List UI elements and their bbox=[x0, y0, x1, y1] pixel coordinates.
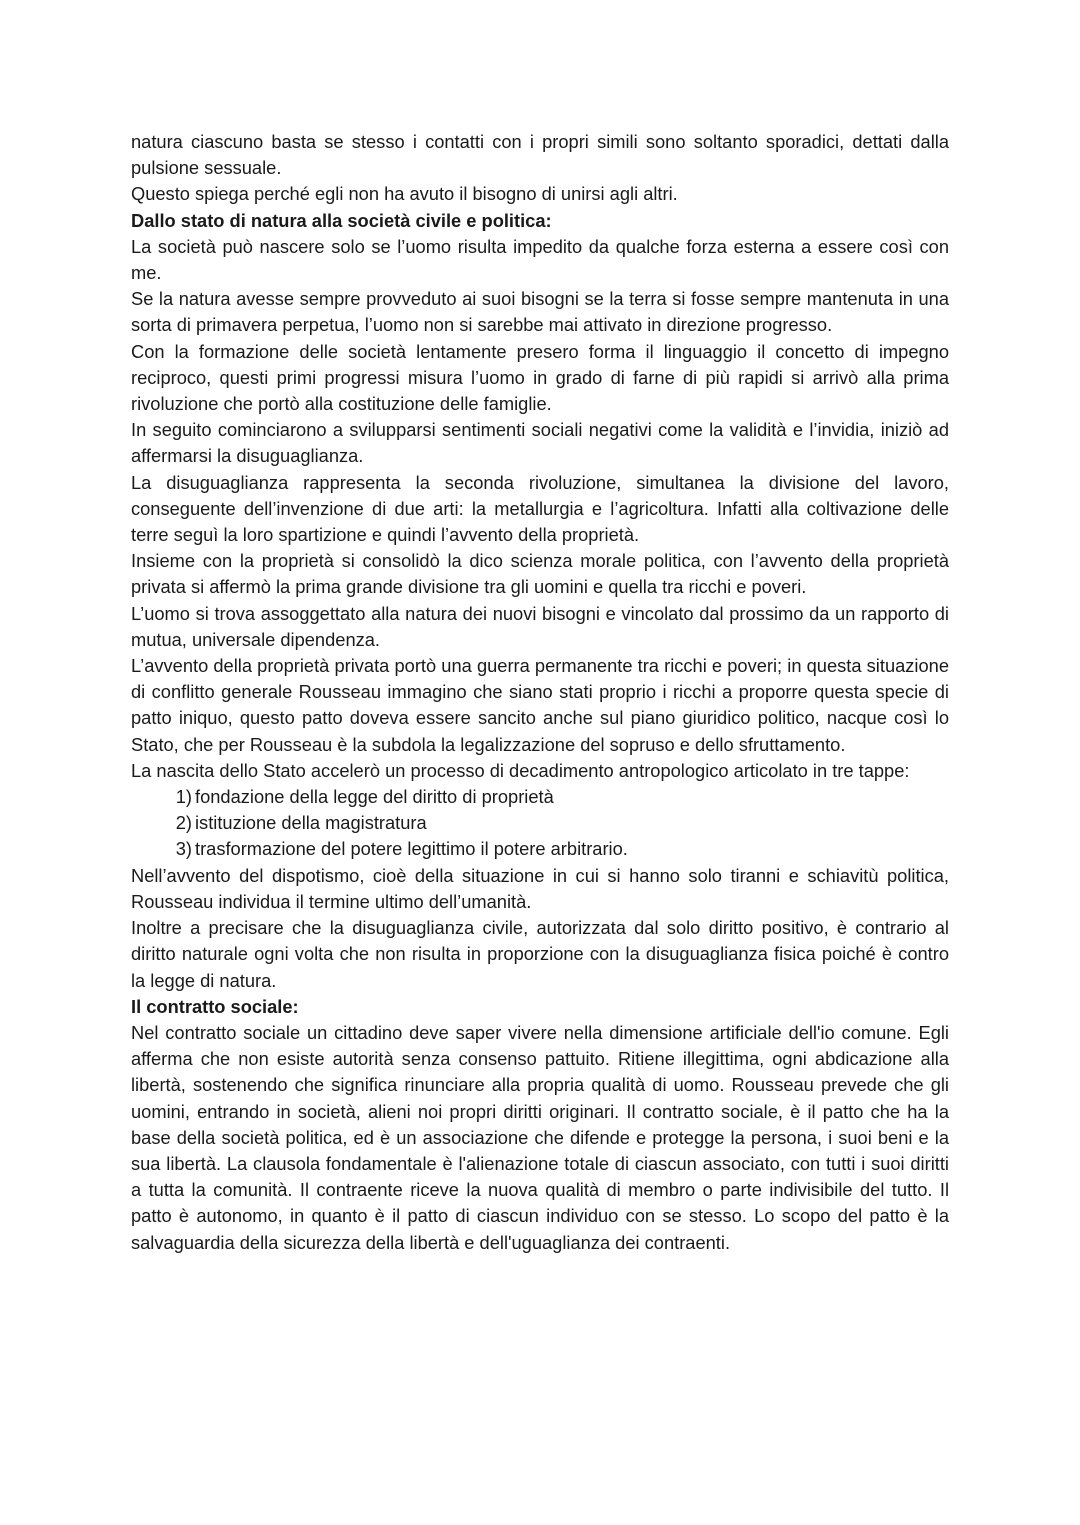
paragraph: Se la natura avesse sempre provveduto ai suoi bisogni se la terra si fosse sempre mantenuta in una sorta di primavera perpetua, l’uomo non si sarebbe mai attivato in direzione progresso. bbox=[131, 288, 949, 336]
numbered-list bbox=[131, 784, 949, 863]
paragraph: L’uomo si trova assoggettato alla natura dei nuovi bisogni e vincolato dal prossimo da un rapporto di mutua, universale dipendenza. bbox=[131, 602, 949, 650]
list-item bbox=[175, 836, 949, 862]
paragraph: La disuguaglianza rappresenta la seconda rivoluzione, simultanea la divisione del lavoro, conseguente dell’invenzione di due arti: la metallurgia e l’agricoltura. Infatti alla coltivazione delle terre seguì la loro spartizione e quindi l’avvento della proprietà. bbox=[131, 471, 949, 546]
paragraph: In seguito cominciarono a svilupparsi sentimenti sociali negativi come la validità e l’invidia, iniziò ad affermarsi la disuguaglianza. bbox=[131, 419, 949, 467]
list-item-text: trasformazione del potere legittimo il potere arbitrario. bbox=[195, 838, 628, 860]
paragraph: La società può nascere solo se l’uomo risulta impedito da qualche forza esterna a essere così con me. bbox=[131, 235, 949, 284]
list-item bbox=[175, 810, 949, 836]
list-number: 1) bbox=[175, 786, 192, 808]
paragraph: natura ciascuno basta se stesso i contatti con i propri simili sono soltanto sporadici, dettati dalla pulsione sessuale. bbox=[131, 131, 949, 179]
list-item-text: fondazione della legge del diritto di proprietà bbox=[195, 786, 554, 808]
document-body bbox=[131, 129, 949, 1256]
paragraph: Insieme con la proprietà si consolidò la dico scienza morale politica, con l’avvento della proprietà privata si affermò la prima grande divisione tra gli uomini e quella tra ricchi e poveri. bbox=[131, 550, 949, 598]
paragraph: L’avvento della proprietà privata portò una guerra permanente tra ricchi e poveri; in questa situazione di conflitto generale Rousseau immagino che siano stati proprio i ricchi a proporre questa specie di patto iniquo, questo patto doveva essere sancito anche sul piano giuridico politico, nacque così lo Stato, che per Rousseau è la subdola la legalizzazione del sopruso e dello sfruttamento. bbox=[131, 655, 949, 755]
list-number: 2) bbox=[175, 812, 192, 834]
paragraph: Con la formazione delle società lentamente presero forma il linguaggio il concetto di impegno reciproco, questi primi progressi misura l’uomo in grado di farne di più rapidi si arrivò alla prima rivoluzione che portò alla costituzione delle famiglie. bbox=[131, 340, 949, 415]
section-heading: Il contratto sociale: bbox=[131, 995, 299, 1017]
section-heading: Dallo stato di natura alla società civile e politica: bbox=[131, 209, 552, 231]
paragraph: Questo spiega perché egli non ha avuto il bisogno di unirsi agli altri. bbox=[131, 183, 678, 205]
paragraph: Nel contratto sociale un cittadino deve saper vivere nella dimensione artificiale dell'io comune. Egli afferma che non esiste autorità senza consenso pattuito. Ritiene illegittima, ogni abdicazione alla libertà, sostenendo che significa rinunciare alla propria qualità di uomo. Rousseau prevede che gli uomini, entrando in società, alieni noi propri diritti originari. Il contratto sociale, è il patto che ha la base della società politica, ed è un associazione che difende e protegge la persona, i suoi beni e la sua libertà. La clausola fondamentale è l'alienazione totale di ciascun associato, con tutti i suoi diritti a tutta la comunità. Il contraente riceve la nuova qualità di membro o parte indivisibile del tutto. Il patto è autonomo, in quanto è il patto di ciascun individuo con se stesso. Lo scopo del patto è la salvaguardia della sicurezza della libertà e dell'uguaglianza dei contraenti. bbox=[131, 1021, 949, 1253]
paragraph: La nascita dello Stato accelerò un processo di decadimento antropologico articolato in tre tappe: bbox=[131, 759, 910, 781]
list-item-text: istituzione della magistratura bbox=[195, 812, 427, 834]
paragraph: Nell’avvento del dispotismo, cioè della situazione in cui si hanno solo tiranni e schiavitù politica, Rousseau individua il termine ultimo dell’umanità. bbox=[131, 864, 949, 912]
paragraph: Inoltre a precisare che la disuguaglianza civile, autorizzata dal solo diritto positivo, è contrario al diritto naturale ogni volta che non risulta in proporzione con la disuguaglianza fisica poiché è contro la legge di natura. bbox=[131, 917, 949, 991]
list-number: 3) bbox=[175, 838, 192, 860]
list-item bbox=[175, 784, 949, 810]
